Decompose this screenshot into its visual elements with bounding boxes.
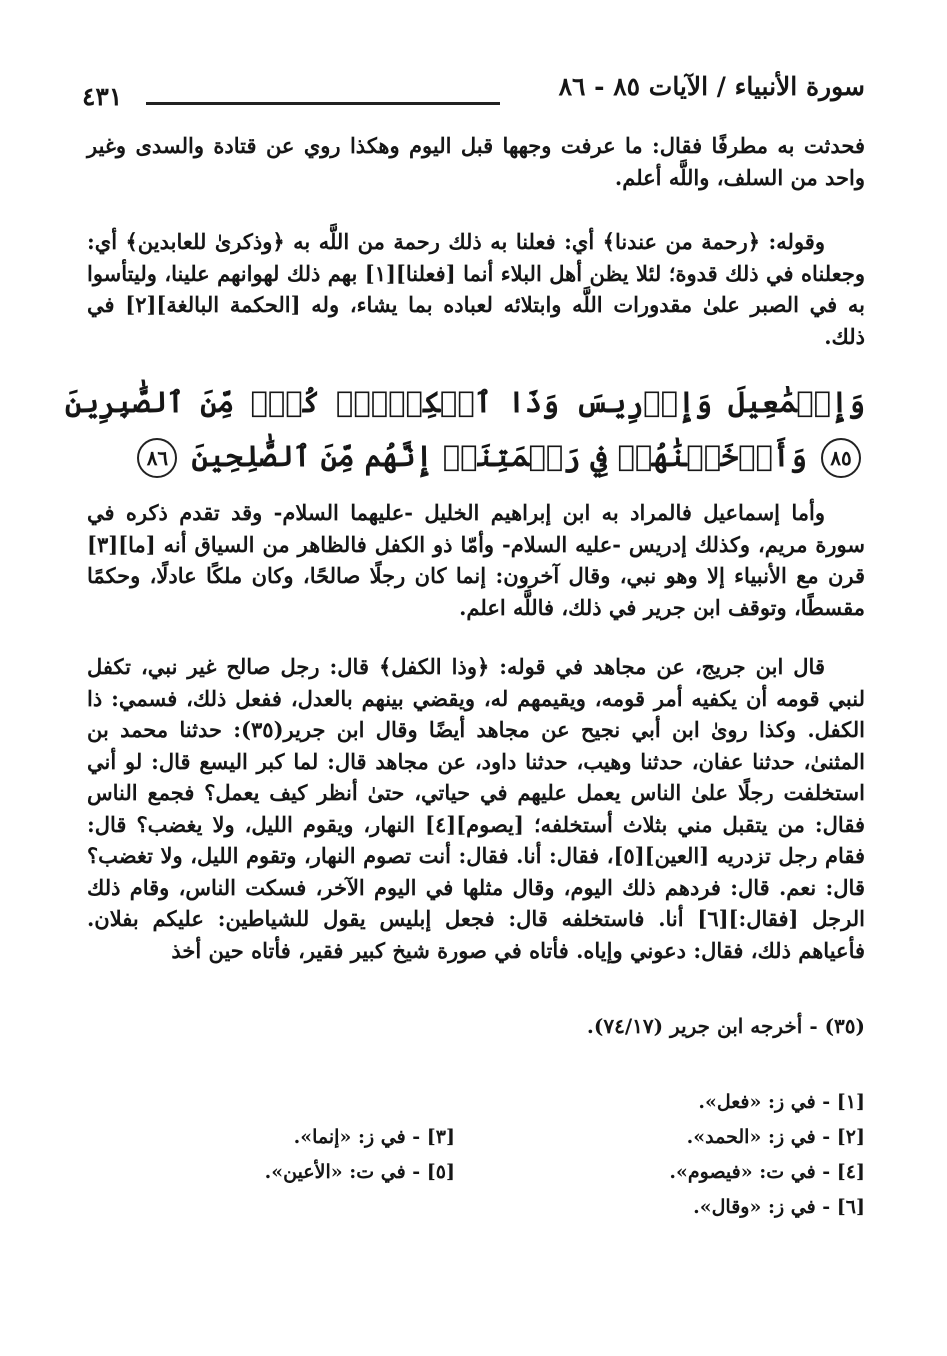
quran-text: وَأَدۡخَلۡنَٰهُمۡ فِي رَحۡمَتِنَآۖ إِنَّهُم مِّنَ ٱلصَّٰلِحِينَ xyxy=(191,439,807,473)
paragraph-text: قال ابن جريج، عن مجاهد في قوله: ﴿وذا الكفل﴾ قال: رجل صالح غير نبي، تكفل لنبي قومه أن يكفيه أمر قومه، ويقيمهم له، ويقضي بينهم بالعدل، ففعل ذلك، فسمي: ذا الكفل. وكذا روىٰ ابن أبي نجيح عن مجاهد أيضًا وقال ابن جرير(٣٥): حدثنا محمد بن المثنىٰ، حدثنا عفان، حدثنا وهيب، حدثنا داود، عن مجاهد قال: لما كبر اليسع قال: لو أني استخلفت رجلًا علىٰ الناس يعمل عليهم في حياتي، حتىٰ أنظر كيف يعمل؟ فجمع الناس فقال: من يتقبل مني بثلاث أستخلفه؛ [يصوم][٤] النهار، ويقوم الليل، ولا يغضب؟ قال: فقام رجل تزدريه [العين][٥]، فقال: أنا. فقال: أنت تصوم النهار، وتقوم الليل، ولا تغضب؟ قال: نعم. قال: فردهم ذلك اليوم، وقال مثلها في اليوم الآخر، فسكت الناس، وقام ذلك الرجل [فقال:][٦] أنا. فاستخلفه قال: فجعل إبليس يقول للشياطين: عليكم بفلان. فأعياهم ذلك، فقال: دعوني وإياه. فأتاه في صورة شيخ كبير فقير، فأتاه حين أخذ xyxy=(87,654,866,963)
page-title: سورة الأنبياء / الآيات ٨٥ - ٨٦ xyxy=(558,72,865,101)
footnote-item: [٥] - في ت: «الأعين». xyxy=(264,1161,455,1183)
footnote-item: [٦] - في ز: «وقال». xyxy=(693,1196,865,1218)
footnote-item: [٤] - في ت: «فيصوم». xyxy=(669,1161,865,1183)
footnotes-right-column xyxy=(565,1085,865,1225)
quran-verse-block xyxy=(65,375,865,483)
paragraph-text: وأما إسماعيل فالمراد به ابن إبراهيم الخليل -عليهما السلام- وقد تقدم ذكره في سورة مريم، وكذلك إدريس -عليه السلام- وأمّا ذو الكفل فالظاهر من السياق أنه [ما][٣] قرن مع الأنبياء إلا وهو نبي، وقال آخرون: إنما كان رجلًا صالحًا، وكان ملكًا عادلًا، وحكمًا مقسطًا، وتوقف ابن جرير في ذلك، فاللَّه اعلم. xyxy=(87,500,865,620)
header-divider xyxy=(146,102,500,105)
quran-text: وَإِسۡمَٰعِيلَ وَإِدۡرِيسَ وَذَا ٱلۡكِفۡلِۖ كُلّٞ مِّنَ ٱلصَّٰبِرِينَ xyxy=(65,385,865,419)
paragraph-1 xyxy=(87,130,865,193)
footnotes-left-column xyxy=(155,1120,455,1190)
page-number: ٤٣١ xyxy=(82,82,123,111)
paragraph-3 xyxy=(87,497,865,623)
footnote-main: (٣٥) - أخرجه ابن جرير (٧٤/١٧). xyxy=(586,1014,865,1038)
ayah-number-badge: ٨٥ xyxy=(821,438,861,478)
quran-line-1 xyxy=(65,375,865,483)
paragraph-2 xyxy=(87,226,865,352)
footnotes xyxy=(87,1085,865,1225)
ayah-number-badge: ٨٦ xyxy=(137,438,177,478)
footnote-item: [١] - في ز: «فعل». xyxy=(698,1091,865,1113)
footnote-item: [٢] - في ز: «الحمد». xyxy=(686,1126,865,1148)
paragraph-text: وقوله: ﴿رحمة من عندنا﴾ أي: فعلنا به ذلك رحمة من اللَّه به ﴿وذكرىٰ للعابدين﴾ أي: وجعلناه في ذلك قدوة؛ لئلا يظن أهل البلاء أنما [فعلنا][١] بهم ذلك لهوانهم علينا، وليتأسوا به في الصبر علىٰ مقدورات اللَّه وابتلائه لعباده بما يشاء، وله [الحكمة البالغة][٢] في ذلك. xyxy=(87,229,866,349)
page-header xyxy=(82,66,865,116)
paragraph-text: فحدثت به مطرفًا فقال: ما عرفت وجهها قبل اليوم وهكذا روي عن قتادة والسدى وغير واحد من السلف، واللَّه أعلم. xyxy=(87,133,865,190)
footnote-item: [٣] - في ز: «إنما». xyxy=(293,1126,455,1148)
paragraph-4 xyxy=(87,651,865,966)
